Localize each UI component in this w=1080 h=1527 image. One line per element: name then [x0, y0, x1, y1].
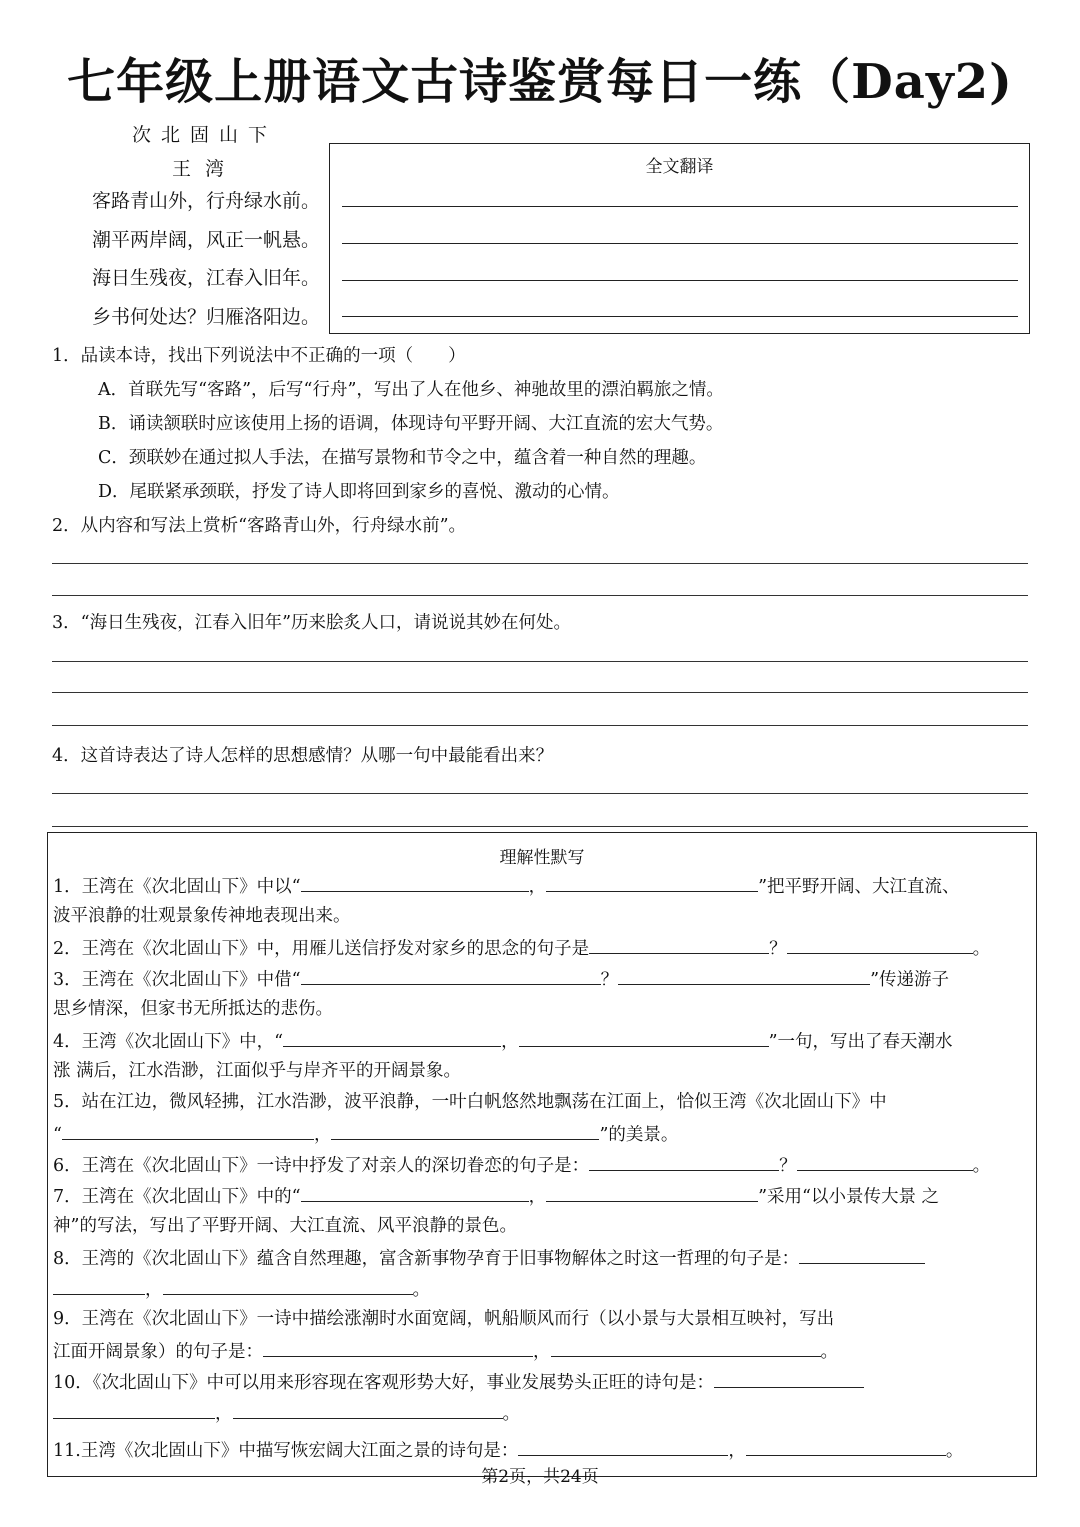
- answer-line[interactable]: [52, 692, 1028, 693]
- page-footer: 第2页，共24页: [481, 1467, 599, 1487]
- dictation-item-4: 4．王湾《次北固山下》中，“ ， ”一句，写出了春天潮水: [53, 1028, 953, 1054]
- dictation-item-8-cont: ， 。: [53, 1276, 430, 1302]
- dictation-item-2: 2．王湾在《次北固山下》中，用雁儿送信抒发对家乡的思念的句子是 ？ 。: [53, 935, 990, 961]
- blank[interactable]: [53, 1276, 145, 1295]
- dictation-item-10: 10．《次北固山下》中可以用来形容现在客观形势大好，事业发展势头正旺的诗句是：: [53, 1369, 864, 1395]
- question-1-option-d: D．尾联紧承颈联，抒发了诗人即将回到家乡的喜悦、激动的心情。: [98, 482, 620, 502]
- dictation-item-1: 1．王湾在《次北固山下》中以“ ， ”把平野开阔、大江直流、: [53, 873, 960, 899]
- blank[interactable]: [519, 1028, 769, 1047]
- blank[interactable]: [546, 1183, 758, 1202]
- question-1-option-a: A．首联先写“客路”，后写“行舟”，写出了人在他乡、神驰故里的漂泊羁旅之情。: [98, 380, 724, 400]
- answer-line[interactable]: [52, 725, 1028, 726]
- poem-author: 王湾: [172, 158, 239, 180]
- blank[interactable]: [53, 1400, 215, 1419]
- translation-answer-line[interactable]: [342, 243, 1018, 244]
- dictation-item-10-cont: ， 。: [53, 1400, 520, 1426]
- blank[interactable]: [301, 1183, 529, 1202]
- answer-line[interactable]: [52, 826, 1028, 827]
- question-3-stem: 3．“海日生残夜，江春入旧年”历来脍炙人口，请说说其妙在何处。: [52, 613, 572, 633]
- answer-line[interactable]: [52, 563, 1028, 564]
- blank[interactable]: [589, 935, 769, 954]
- blank[interactable]: [546, 873, 758, 892]
- blank[interactable]: [518, 1437, 728, 1456]
- blank[interactable]: [331, 1121, 599, 1140]
- dictation-item-6: 6．王湾在《次北固山下》一诗中抒发了对亲人的深切眷恋的句子是： ？ 。: [53, 1152, 990, 1178]
- dictation-item-9: 9．王湾在《次北固山下》一诗中描绘涨潮时水面宽阔，帆船顺风而行（以小景与大景相互映衬，写出: [53, 1309, 835, 1329]
- question-1-option-c: C．颈联妙在通过拟人手法，在描写景物和节令之中，蕴含着一种自然的理趣。: [98, 448, 707, 468]
- question-1-stem: 1．品读本诗，找出下列说法中不正确的一项（ ）: [52, 346, 466, 366]
- dictation-item-1-cont: 波平浪静的壮观景象传神地表现出来。: [53, 906, 351, 926]
- blank[interactable]: [787, 935, 973, 954]
- blank[interactable]: [163, 1276, 413, 1295]
- blank[interactable]: [746, 1437, 946, 1456]
- answer-line[interactable]: [52, 595, 1028, 596]
- dictation-item-4-cont: 涨 满后，江水浩渺，江面似乎与岸齐平的开阔景象。: [53, 1061, 462, 1081]
- dictation-item-5-cont: “ ， ”的美景。: [53, 1121, 678, 1147]
- question-4-stem: 4．这首诗表达了诗人怎样的思想感情？从哪一句中最能看出来？: [52, 746, 554, 766]
- question-1-option-b: B．诵读颔联时应该使用上扬的语调，体现诗句平野开阔、大江直流的宏大气势。: [98, 414, 724, 434]
- blank[interactable]: [301, 966, 601, 985]
- blank[interactable]: [797, 1152, 973, 1171]
- dictation-item-3: 3．王湾在《次北固山下》中借“ ？ ”传递游子: [53, 966, 949, 992]
- blank[interactable]: [263, 1338, 533, 1357]
- dictation-item-5: 5．站在江边，微风轻拂，江水浩渺，波平浪静，一叶白帆悠然地飘荡在江面上，恰似王湾《次北固山下》中: [53, 1092, 887, 1112]
- dictation-item-11: 11.王湾《次北固山下》中描写恢宏阔大江面之景的诗句是： ， 。: [53, 1437, 963, 1463]
- answer-line[interactable]: [52, 793, 1028, 794]
- poem-line-4: 乡书何处达？归雁洛阳边。: [92, 306, 321, 328]
- dictation-item-7: 7．王湾在《次北固山下》中的“ ， ”采用“以小景传大景 之: [53, 1183, 939, 1209]
- question-2-stem: 2．从内容和写法上赏析“客路青山外，行舟绿水前”。: [52, 516, 467, 536]
- translation-answer-line[interactable]: [342, 206, 1018, 207]
- page-title: 七年级上册语文古诗鉴赏每日一练（Day2): [67, 54, 1013, 110]
- dictation-item-9-cont: 江面开阔景象）的句子是： ， 。: [53, 1338, 838, 1364]
- translation-heading: 全文翻译: [645, 157, 714, 177]
- dictation-heading: 理解性默写: [499, 848, 585, 868]
- dictation-box: [47, 832, 1037, 1477]
- blank[interactable]: [618, 966, 870, 985]
- translation-box: [329, 143, 1030, 334]
- dictation-item-3-cont: 思乡情深，但家书无所抵达的悲伤。: [53, 999, 333, 1019]
- blank[interactable]: [62, 1121, 314, 1140]
- blank[interactable]: [799, 1245, 925, 1264]
- translation-answer-line[interactable]: [342, 316, 1018, 317]
- blank[interactable]: [589, 1152, 779, 1171]
- dictation-item-8: 8．王湾的《次北固山下》蕴含自然理趣，富含新事物孕育于旧事物解体之时这一哲理的句子是：: [53, 1245, 925, 1271]
- translation-answer-line[interactable]: [342, 280, 1018, 281]
- blank[interactable]: [301, 873, 529, 892]
- blank[interactable]: [233, 1400, 503, 1419]
- blank[interactable]: [714, 1369, 864, 1388]
- dictation-item-7-cont: 神”的写法，写出了平野开阔、大江直流、风平浪静的景色。: [53, 1216, 517, 1236]
- poem-line-2: 潮平两岸阔，风正一帆悬。: [92, 229, 321, 251]
- poem-line-3: 海日生残夜，江春入旧年。: [92, 267, 321, 289]
- answer-line[interactable]: [52, 661, 1028, 662]
- blank[interactable]: [283, 1028, 501, 1047]
- poem-title: 次北固山下: [132, 124, 278, 146]
- blank[interactable]: [551, 1338, 821, 1357]
- poem-line-1: 客路青山外，行舟绿水前。: [92, 190, 321, 212]
